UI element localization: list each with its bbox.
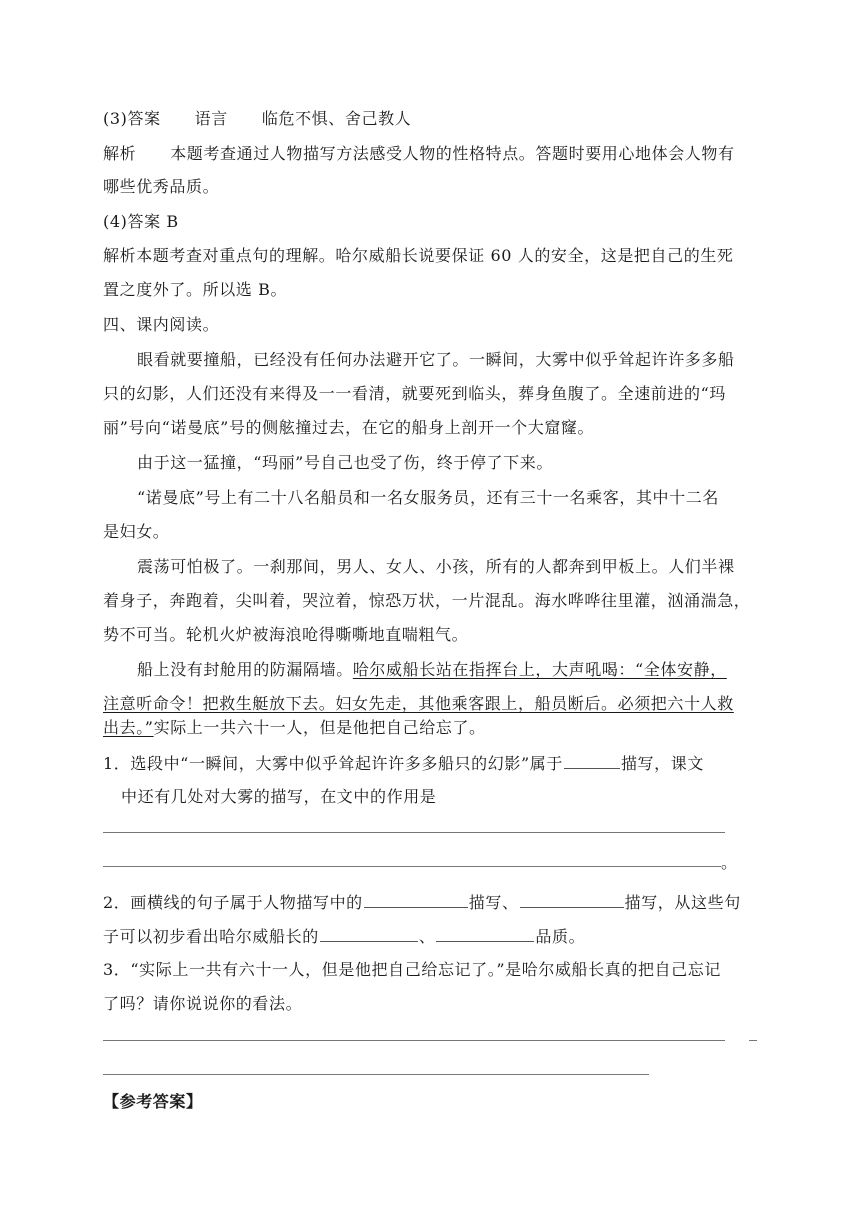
underlined-sentence-1: 哈尔威船长站在指挥台上，大声吼喝：“全体安静， xyxy=(352,660,727,679)
section-title: 四、课内阅读。 xyxy=(103,315,220,334)
passage-p4-line-2: 着身子，奔跑着，尖叫着，哭泣着，惊恐万状，一片混乱。海水哗哗往里灌，汹涌湍急， xyxy=(103,591,751,610)
answer-line-2[interactable] xyxy=(103,866,721,867)
passage-p5-plain-3: 实际上一共六十一人，但是他把自己给忘了。 xyxy=(153,718,486,737)
question-2-line-2 xyxy=(103,925,585,948)
analysis-3-label: 解析 xyxy=(103,144,137,163)
analysis-4-line-2: 置之度外了。所以选 B。 xyxy=(103,280,288,299)
question-1-line-1 xyxy=(103,752,704,775)
question-1-line-2: 中还有几处对大雾的描写，在文中的作用是 xyxy=(121,787,437,806)
question-2-text-c: 描写，从这些句 xyxy=(624,893,741,912)
passage-p2: 由于这一猛撞，“玛丽”号自己也受了伤，终于停了下来。 xyxy=(137,453,553,472)
passage-p1-line-2: 只的幻影，人们还没有来得及一一看清，就要死到临头，葬身鱼腹了。全速前进的“玛 xyxy=(103,384,726,403)
question-1-text-b: 描写，课文 xyxy=(620,754,704,773)
answer-3-line xyxy=(103,108,411,130)
passage-p3-line-2: 是妇女。 xyxy=(103,522,170,541)
reference-answers-heading: 【参考答案】 xyxy=(103,1092,203,1111)
question-2-blank-3[interactable] xyxy=(320,925,418,942)
question-2-blank-4[interactable] xyxy=(436,925,534,942)
passage-p1-line-3: 丽”号向“诺曼底”号的侧舷撞过去，在它的船身上剖开一个大窟窿。 xyxy=(103,418,595,437)
analysis-3-line-1 xyxy=(103,143,735,165)
answer-line-1[interactable] xyxy=(103,832,725,833)
passage-p4-line-3: 势不可当。轮机火炉被海浪呛得嘶嘶地直喘粗气。 xyxy=(103,625,469,644)
question-2-text-b: 描写、 xyxy=(468,893,519,912)
analysis-3-text-1: 本题考查通过人物描写方法感受人物的性格特点。答题时要用心地体会人物有 xyxy=(170,144,735,163)
question-3-line-2: 了吗？请你说说你的看法。 xyxy=(103,994,303,1013)
passage-p5-line-1 xyxy=(137,659,727,681)
passage-p5-line-2 xyxy=(103,693,734,715)
analysis-4-line-1: 解析本题考查对重点句的理解。哈尔威船长说要保证 60 人的安全，这是把自己的生死 xyxy=(103,246,734,265)
answer-4-line: (4)答案 B xyxy=(103,212,179,231)
question-2-line-1 xyxy=(103,891,741,914)
question-2-blank-2[interactable] xyxy=(520,891,624,908)
question-2-text-a: 2．画横线的句子属于人物描写中的 xyxy=(103,893,363,912)
analysis-3-line-2: 哪些优秀品质。 xyxy=(103,177,220,196)
question-1-end-period: 。 xyxy=(721,853,738,872)
question-3-line-1: 3．“实际上一共有六十一人，但是他把自己给忘记了。”是哈尔威船长真的把自己忘记 xyxy=(103,960,721,979)
answer-line-3-tail xyxy=(749,1040,757,1041)
underlined-sentence-2: 注意听命令！把救生艇放下去。妇女先走，其他乘客跟上，船员断后。必须把六十人救 xyxy=(103,694,734,713)
passage-p3-line-1: “诺曼底”号上有二十八名船员和一名女服务员，还有三十一名乘客，其中十二名 xyxy=(137,488,719,507)
passage-p5-plain-1: 船上没有封舱用的防漏隔墙。 xyxy=(137,660,353,679)
question-2-blank-1[interactable] xyxy=(364,891,468,908)
question-2-text-f: 品质。 xyxy=(535,927,586,946)
answer-3-value-1: 语言 xyxy=(194,109,228,128)
underlined-sentence-3: 出去。” xyxy=(103,718,154,737)
question-1-blank-1[interactable] xyxy=(564,752,620,769)
passage-p5-line-3 xyxy=(103,717,486,739)
passage-p1-line-1: 眼看就要撞船，已经没有任何办法避开它了。一瞬间，大雾中似乎耸起许许多多船 xyxy=(137,350,735,369)
question-2-text-d: 子可以初步看出哈尔威船长的 xyxy=(103,927,319,946)
answer-3-label: (3)答案 xyxy=(103,109,161,128)
passage-p4-line-1: 震荡可怕极了。一刹那间，男人、女人、小孩，所有的人都奔到甲板上。人们半裸 xyxy=(137,557,735,576)
answer-line-3[interactable] xyxy=(103,1040,725,1041)
question-2-text-e: 、 xyxy=(418,927,436,946)
question-1-text-a: 1．选段中“一瞬间，大雾中似乎耸起许许多多船只的幻影”属于 xyxy=(103,754,563,773)
answer-3-value-2: 临危不惧、舍己教人 xyxy=(261,109,412,128)
answer-line-4[interactable] xyxy=(103,1074,649,1075)
